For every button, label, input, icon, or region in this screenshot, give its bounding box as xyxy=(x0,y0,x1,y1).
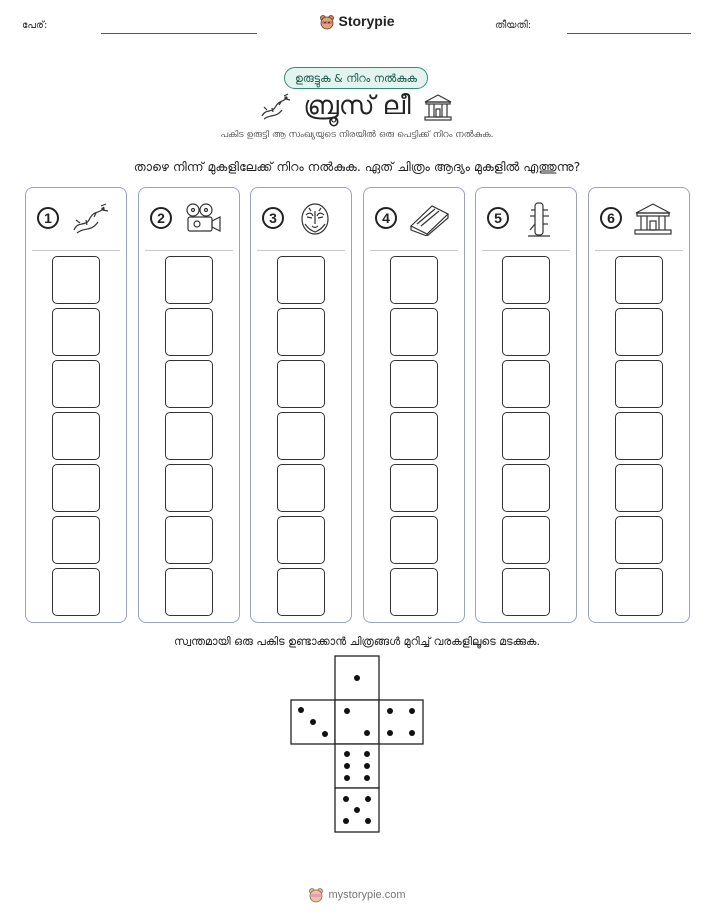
column-divider xyxy=(482,250,570,251)
color-box[interactable] xyxy=(502,568,550,616)
dice-net[interactable] xyxy=(289,655,425,835)
color-box[interactable] xyxy=(615,412,663,460)
fold-instruction: സ്വന്തമായി ഒരു പകിട ഉണ്ടാക്കാൻ ചിത്രങ്ങൾ മുറിച്ച് വരകളിലൂടെ മടക്കുക. xyxy=(174,635,540,648)
color-box[interactable] xyxy=(390,256,438,304)
color-box[interactable] xyxy=(165,516,213,564)
column-number: 2 xyxy=(150,207,172,229)
color-box[interactable] xyxy=(615,464,663,512)
color-box[interactable] xyxy=(390,412,438,460)
color-box[interactable] xyxy=(502,360,550,408)
color-box[interactable] xyxy=(502,464,550,512)
column-1 xyxy=(25,187,127,623)
color-box[interactable] xyxy=(52,256,100,304)
color-box[interactable] xyxy=(165,464,213,512)
color-box[interactable] xyxy=(390,360,438,408)
column-3 xyxy=(250,187,352,623)
footer-url[interactable]: mystorypie.com xyxy=(328,888,406,901)
color-box[interactable] xyxy=(277,256,325,304)
brand-logo xyxy=(0,13,714,30)
opera-mask-icon xyxy=(295,202,335,236)
color-box[interactable] xyxy=(277,308,325,356)
temple-icon xyxy=(423,92,453,122)
column-number: 6 xyxy=(600,207,622,229)
color-box[interactable] xyxy=(502,256,550,304)
color-box[interactable] xyxy=(502,516,550,564)
name-label: പേര്: xyxy=(22,20,48,31)
color-box[interactable] xyxy=(277,516,325,564)
color-box[interactable] xyxy=(502,308,550,356)
color-box[interactable] xyxy=(52,568,100,616)
column-4 xyxy=(363,187,465,623)
storypie-bear-icon xyxy=(319,14,335,30)
color-box[interactable] xyxy=(52,516,100,564)
storypie-bear-icon xyxy=(308,887,324,903)
color-box[interactable] xyxy=(277,360,325,408)
book-icon xyxy=(408,202,452,236)
color-box[interactable] xyxy=(277,568,325,616)
date-line[interactable] xyxy=(567,33,691,34)
color-box[interactable] xyxy=(390,308,438,356)
activity-badge: ഉരുട്ടുക & നിറം നൽകുക xyxy=(284,67,428,89)
color-box[interactable] xyxy=(615,360,663,408)
die-face-6 xyxy=(335,744,379,788)
color-box[interactable] xyxy=(390,516,438,564)
color-box[interactable] xyxy=(615,308,663,356)
column-number: 4 xyxy=(375,207,397,229)
color-box[interactable] xyxy=(165,256,213,304)
column-6 xyxy=(588,187,690,623)
page-title: ബ്രൂസ് ലീ xyxy=(303,91,411,121)
column-divider xyxy=(257,250,345,251)
color-box[interactable] xyxy=(390,464,438,512)
subtitle: പകിട ഉരുട്ടി ആ സംഖ്യയുടെ നിരയിൽ ഒരു പെട്ടിക്ക് നിറം നൽകുക. xyxy=(220,130,494,140)
column-number: 1 xyxy=(37,207,59,229)
color-box[interactable] xyxy=(52,308,100,356)
die-face-2 xyxy=(335,700,379,744)
name-line[interactable] xyxy=(101,33,257,34)
color-box[interactable] xyxy=(502,412,550,460)
color-box[interactable] xyxy=(165,360,213,408)
question-text: താഴെ നിന്ന് മുകളിലേക്ക് നിറം നൽകുക. ഏത് ചിത്രം ആദ്യം മുകളിൽ എത്തുന്നു? xyxy=(133,159,581,174)
wooden-dummy-icon xyxy=(520,202,560,238)
column-divider xyxy=(32,250,120,251)
color-box[interactable] xyxy=(615,256,663,304)
film-camera-icon xyxy=(183,202,223,236)
column-divider xyxy=(145,250,233,251)
color-box[interactable] xyxy=(277,464,325,512)
column-number: 5 xyxy=(487,207,509,229)
color-box[interactable] xyxy=(52,360,100,408)
color-box[interactable] xyxy=(277,412,325,460)
column-number: 3 xyxy=(262,207,284,229)
column-divider xyxy=(595,250,683,251)
footer xyxy=(0,887,714,903)
date-label: തീയതി: xyxy=(495,20,532,31)
color-box[interactable] xyxy=(615,516,663,564)
color-box[interactable] xyxy=(165,308,213,356)
brand-name: Storypie xyxy=(338,13,395,29)
color-box[interactable] xyxy=(52,464,100,512)
column-2 xyxy=(138,187,240,623)
color-box[interactable] xyxy=(165,568,213,616)
column-5 xyxy=(475,187,577,623)
color-box[interactable] xyxy=(52,412,100,460)
dragon-icon xyxy=(70,202,110,236)
temple-icon xyxy=(633,202,673,236)
die-face-4 xyxy=(379,700,423,744)
color-box[interactable] xyxy=(615,568,663,616)
color-box[interactable] xyxy=(390,568,438,616)
color-box[interactable] xyxy=(165,412,213,460)
column-divider xyxy=(370,250,458,251)
